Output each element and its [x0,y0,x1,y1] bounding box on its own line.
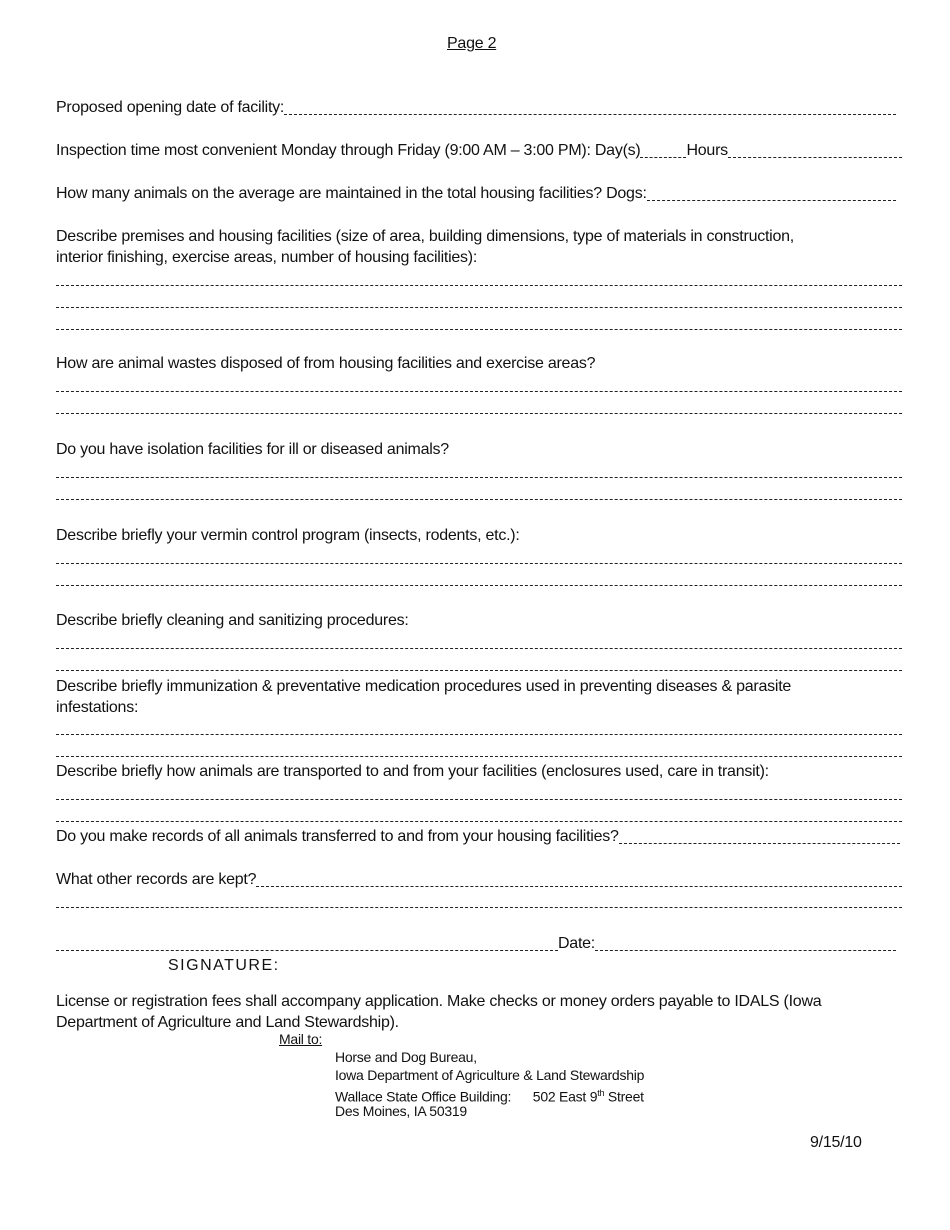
isolation-answer-line[interactable] [56,477,902,478]
address-line1: Horse and Dog Bureau, [335,1049,477,1065]
vermin-answer-line[interactable] [56,585,902,586]
signature-date-row [56,934,896,954]
address-street-number: 502 East 9 [532,1088,598,1105]
immunization-question-line1: Describe briefly immunization & preventative medication procedures used in preventing diseases & parasite [56,678,792,695]
address-building: Wallace State Office Building: [335,1088,512,1105]
opening-date-field[interactable] [284,100,896,115]
records-transfer-row [56,827,900,847]
vermin-question: Describe briefly your vermin control program (insects, rodents, etc.): [56,527,520,544]
mail-to-label: Mail to: [279,1031,323,1047]
premises-question-line2: interior finishing, exercise areas, number of housing facilities): [56,249,478,266]
wastes-answer-line[interactable] [56,413,902,414]
wastes-question: How are animal wastes disposed of from housing facilities and exercise areas? [56,355,596,372]
other-records-field[interactable] [256,872,902,887]
dogs-count-field[interactable] [647,186,896,201]
animals-count-row [56,184,896,204]
hours-label: Hours [686,142,728,159]
date-field[interactable] [595,936,896,951]
isolation-question: Do you have isolation facilities for ill or diseased animals? [56,441,449,458]
cleaning-question: Describe briefly cleaning and sanitizing procedures: [56,612,409,629]
vermin-answer-line[interactable] [56,563,902,564]
animals-count-label: How many animals on the average are maintained in the total housing facilities? Dogs: [56,185,647,202]
signature-label: SIGNATURE: [168,957,280,974]
immunization-question-line2: infestations: [56,699,139,716]
address-street-name: Street [604,1088,644,1105]
records-transfer-label: Do you make records of all animals transferred to and from your housing facilities? [56,828,619,845]
inspection-days-field[interactable] [640,143,686,158]
inspection-time-row [56,141,902,161]
fees-notice-line1: License or registration fees shall accompany application. Make checks or money orders payable to IDALS (Iowa [56,993,822,1010]
fees-notice-line2: Department of Agriculture and Land Stewardship). [56,1014,399,1031]
premises-answer-line[interactable] [56,307,902,308]
premises-answer-line[interactable] [56,329,902,330]
page-label: Page 2 [447,35,497,52]
address-line4: Des Moines, IA 50319 [335,1103,467,1119]
revision-date: 9/15/10 [810,1134,862,1151]
other-records-answer-line[interactable] [56,907,902,908]
signature-field[interactable] [56,936,558,951]
transport-question: Describe briefly how animals are transported to and from your facilities (enclosures used, care in transit): [56,763,769,780]
inspection-time-label: Inspection time most convenient Monday through Friday (9:00 AM – 3:00 PM): Day(s) [56,142,641,159]
inspection-hours-field[interactable] [728,143,902,158]
cleaning-answer-line[interactable] [56,670,902,671]
transport-answer-line[interactable] [56,821,902,822]
date-label: Date: [558,935,595,952]
wastes-answer-line[interactable] [56,391,902,392]
opening-date-row [56,98,896,118]
other-records-row [56,870,902,890]
address-line2: Iowa Department of Agriculture & Land Stewardship [335,1067,645,1083]
premises-answer-line[interactable] [56,285,902,286]
premises-question-line1: Describe premises and housing facilities (size of area, building dimensions, type of materials in construction, [56,228,794,245]
isolation-answer-line[interactable] [56,499,902,500]
immunization-answer-line[interactable] [56,756,902,757]
cleaning-answer-line[interactable] [56,648,902,649]
records-transfer-field[interactable] [619,829,900,844]
immunization-answer-line[interactable] [56,734,902,735]
opening-date-label: Proposed opening date of facility: [56,99,285,116]
address-street-suffix: th [597,1088,605,1098]
transport-answer-line[interactable] [56,799,902,800]
other-records-label: What other records are kept? [56,871,257,888]
